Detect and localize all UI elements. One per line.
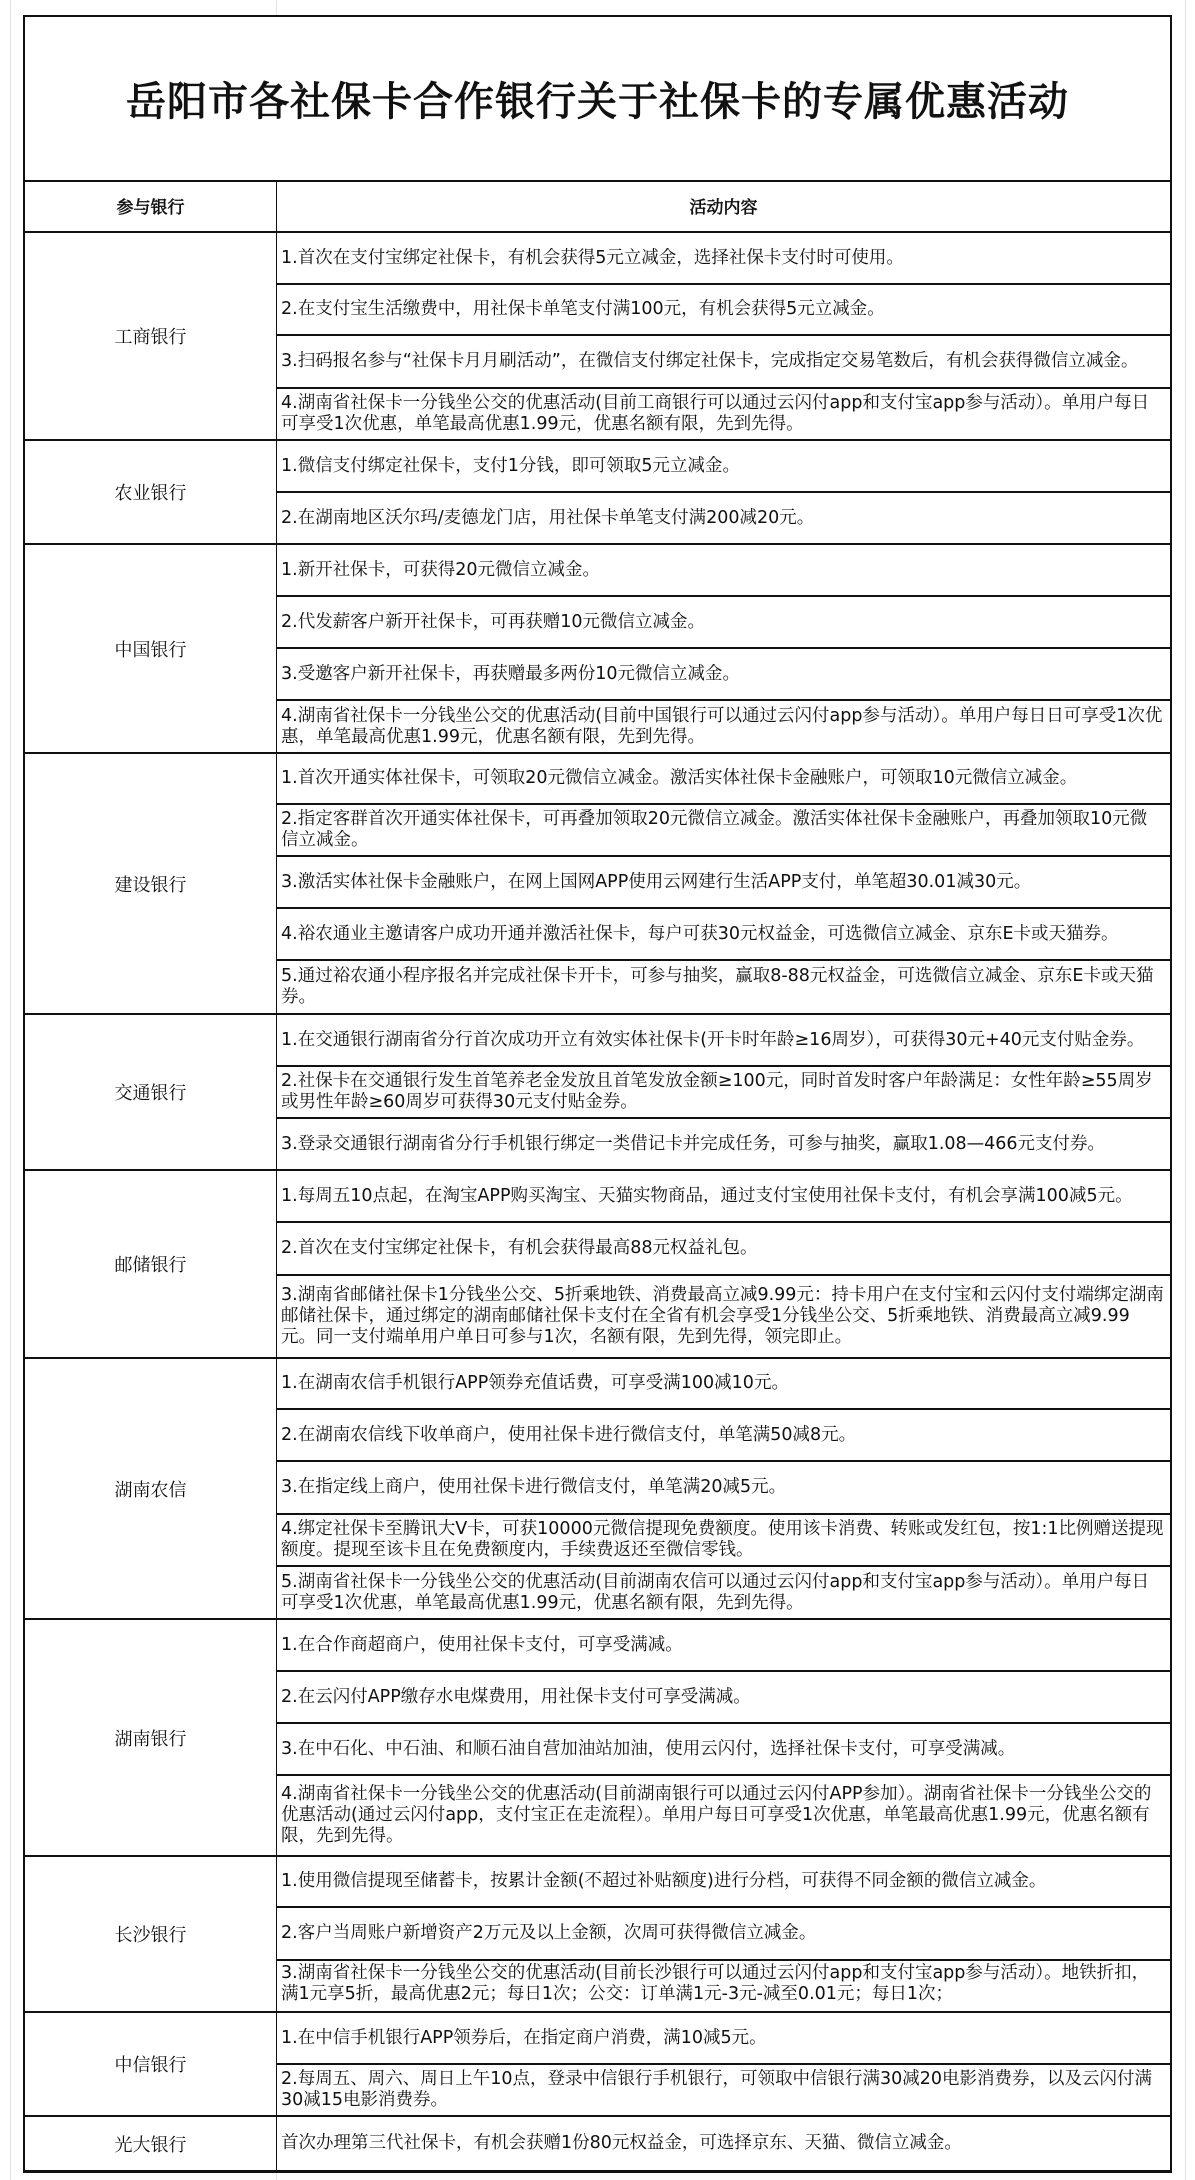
activity-text: 1.在湖南农信手机银行APP领券充值话费，可享受满100减10元。 [281, 1373, 789, 1393]
activity-cell [277, 1462, 1170, 1515]
activity-cell [277, 1857, 1170, 1908]
activity-text: 4.湖南省社保卡一分钱坐公交的优惠活动(目前中国银行可以通过云闪付app参与活动）。单用户每日日可享受1次优惠，单笔最高优惠1.99元，优惠名额有限，先到先得。 [281, 705, 1163, 747]
activity-text: 2.社保卡在交通银行发生首笔养老金发放且首笔发放金额≥100元，同时首发时客户年龄满足：女性年龄≥55周岁或男性年龄≥60周岁可获得30元支付贴金券。 [281, 1071, 1153, 1112]
activity-text: 2.在支付宝生活缴费中，用社保卡单笔支付满100元，有机会获得5元立减金。 [281, 299, 885, 319]
activity-text: 首次办理第三代社保卡，有机会获赠1份80元权益金，可选择京东、天猫、微信立减金。 [281, 2133, 962, 2153]
activity-text: 1.新开社保卡，可获得20元微信立减金。 [281, 559, 600, 580]
activity-cell [277, 493, 1170, 545]
activity-text: 1.首次开通实体社保卡，可领取20元微信立减金。激活实体社保卡金融账户，可领取10元微信立减金。 [281, 768, 1078, 788]
activity-text: 1.微信支付绑定社保卡，支付1分钱，即可领取5元立减金。 [281, 455, 740, 476]
activity-cell [277, 805, 1170, 857]
table-title: 岳阳市各社保卡合作银行关于社保卡的专属优惠活动 [25, 17, 1170, 182]
activity-text: 5.湖南省社保卡一分钱坐公交的优惠活动(目前湖南农信可以通过云闪付app和支付宝app参与活动）。单用户每日可享受1次优惠，单笔最高优惠1.99元，优惠名额有限，先到先得。 [281, 1571, 1150, 1613]
activity-text: 3.湖南省社保卡一分钱坐公交的优惠活动(目前长沙银行可以通过云闪付app和支付宝app参与活动）。地铁折扣，满1元享5折，最高优惠2元；每日1次；公交：订单满1元-3元-减至0.01元；每日1次； [281, 1963, 1150, 2004]
activity-cell [277, 1119, 1170, 1171]
activity-text: 1.每周五10点起，在淘宝APP购买淘宝、天猫实物商品，通过支付宝使用社保卡支付，有机会享满100减5元。 [281, 1185, 1133, 1206]
bank-name-cell: 农业银行 [25, 441, 277, 545]
activity-cell [277, 441, 1170, 493]
activity-cell [277, 285, 1170, 336]
activity-cell [277, 1567, 1170, 1620]
bank-name-cell: 光大银行 [25, 2117, 277, 2172]
activity-cell [277, 1961, 1170, 2013]
bank-name-cell: 邮储银行 [25, 1171, 277, 1359]
gridline [1185, 0, 1186, 2180]
activity-text: 1.使用微信提现至储蓄卡，按累计金额(不超过补贴额度)进行分档，可获得不同金额的微信立减金。 [281, 1871, 1047, 1891]
activity-cell [277, 1015, 1170, 1067]
activity-text: 1.在中信手机银行APP领券后，在指定商户消费，满10减5元。 [281, 2027, 767, 2048]
activity-text: 3.在中石化、中石油、和顺石油自营加油站加油，使用云闪付，选择社保卡支付，可享受满减。 [281, 1738, 1016, 1759]
activity-text: 2.代发薪客户新开社保卡，可再获赠10元微信立减金。 [281, 611, 705, 632]
activity-text: 4.裕农通业主邀请客户成功开通并激活社保卡，每户可获30元权益金，可选微信立减金、京东E卡或天猫券。 [281, 923, 1119, 944]
activity-text: 2.每周五、周六、周日上午10点，登录中信银行手机银行，可领取中信银行满30减20电影消费券，以及云闪付满30减15电影消费券。 [281, 2069, 1152, 2110]
activity-cell [277, 1171, 1170, 1223]
activity-text: 1.在合作商超商户，使用社保卡支付，可享受满减。 [281, 1634, 683, 1655]
activity-cell [277, 1276, 1170, 1359]
activity-text: 2.指定客群首次开通实体社保卡，可再叠加领取20元微信立减金。激活实体社保卡金融账户，再叠加领取10元微信立减金。 [281, 809, 1148, 850]
activity-cell [277, 1620, 1170, 1672]
column-header-activity: 活动内容 [277, 180, 1170, 233]
activity-cell [277, 2013, 1170, 2065]
column-header-bank: 参与银行 [25, 180, 277, 233]
activity-text: 4.湖南省社保卡一分钱坐公交的优惠活动(目前工商银行可以通过云闪付app和支付宝app参与活动）。单用户每日可享受1次优惠，单笔最高优惠1.99元，优惠名额有限，先到先得。 [281, 393, 1150, 434]
activity-cell [277, 1776, 1170, 1857]
activity-cell [277, 1067, 1170, 1119]
gridline [10, 0, 11, 2180]
activity-text: 3.激活实体社保卡金融账户，在网上国网APP使用云网建行生活APP支付，单笔超30.01减30元。 [281, 871, 1032, 892]
bank-name-cell: 湖南银行 [25, 1620, 277, 1857]
activity-cell [277, 1724, 1170, 1776]
activity-cell [277, 1672, 1170, 1724]
activity-cell [277, 857, 1170, 909]
activity-text: 3.受邀客户新开社保卡，再获赠最多两份10元微信立减金。 [281, 663, 740, 684]
activity-cell [277, 649, 1170, 701]
activity-cell [277, 701, 1170, 754]
activity-text: 2.客户当周账户新增资产2万元及以上金额，次周可获得微信立减金。 [281, 1923, 817, 1943]
activity-text: 3.在指定线上商户，使用社保卡进行微信支付，单笔满20减5元。 [281, 1477, 787, 1497]
bank-name-cell: 中国银行 [25, 545, 277, 754]
activity-cell [277, 597, 1170, 649]
bank-name-cell: 建设银行 [25, 754, 277, 1015]
activity-text: 2.首次在支付宝绑定社保卡，有机会获得最高88元权益礼包。 [281, 1238, 758, 1258]
activity-cell [277, 1410, 1170, 1462]
bank-name-cell: 长沙银行 [25, 1857, 277, 2013]
activity-cell [277, 909, 1170, 961]
activity-cell [277, 1515, 1170, 1567]
activity-cell [277, 1359, 1170, 1410]
activity-cell [277, 2117, 1170, 2172]
activity-cell [277, 1223, 1170, 1276]
activity-text: 3.湖南省邮储社保卡1分钱坐公交、5折乘地铁、消费最高立减9.99元：持卡用户在支付宝和云闪付支付端绑定湖南邮储社保卡，通过绑定的湖南邮储社保卡支付在全省有机会享受1分钱坐公交、5折乘地铁、消费最高立减9.99元。同一支付端单用户单日可参与1次，名额有限，先到先得，领完即止。 [281, 1285, 1164, 1347]
activity-cell [277, 1908, 1170, 1961]
bank-name-cell: 湖南农信 [25, 1359, 277, 1620]
bank-name-cell: 工商银行 [25, 233, 277, 441]
activity-cell [277, 545, 1170, 597]
activity-cell [277, 336, 1170, 389]
activity-text: 1.在交通银行湖南省分行首次成功开立有效实体社保卡(开卡时年龄≥16周岁），可获得30元+40元支付贴金券。 [281, 1029, 1145, 1050]
activity-text: 3.登录交通银行湖南省分行手机银行绑定一类借记卡并完成任务，可参与抽奖，赢取1.08—466元支付券。 [281, 1133, 1106, 1154]
activity-text: 2.在湖南地区沃尔玛/麦德龙门店，用社保卡单笔支付满200减20元。 [281, 507, 815, 528]
activity-text: 3.扫码报名参与“社保卡月月刷活动”，在微信支付绑定社保卡，完成指定交易笔数后，有机会获得微信立减金。 [281, 351, 1139, 371]
activity-cell [277, 389, 1170, 441]
bank-name-cell: 交通银行 [25, 1015, 277, 1171]
bank-name-cell: 中信银行 [25, 2013, 277, 2117]
promotion-table [23, 15, 1172, 2173]
activity-text: 2.在云闪付APP缴存水电煤费用，用社保卡支付可享受满减。 [281, 1686, 751, 1707]
activity-cell [277, 233, 1170, 285]
activity-text: 1.首次在支付宝绑定社保卡，有机会获得5元立减金，选择社保卡支付时可使用。 [281, 247, 904, 268]
activity-cell [277, 2065, 1170, 2117]
activity-cell [277, 754, 1170, 805]
activity-text: 4.湖南省社保卡一分钱坐公交的优惠活动(目前湖南银行可以通过云闪付APP参加）。湖南省社保卡一分钱坐公交的优惠活动(通过云闪付app，支付宝正在走流程）。单用户每日可享受1次优惠，单笔最高优惠1.99元，优惠名额有限，先到先得。 [281, 1784, 1152, 1846]
activity-text: 4.绑定社保卡至腾讯大V卡，可获10000元微信提现免费额度。使用该卡消费、转账或发红包，按1:1比例赠送提现额度。提现至该卡且在免费额度内，手续费返还至微信零钱。 [281, 1519, 1164, 1560]
activity-text: 2.在湖南农信线下收单商户，使用社保卡进行微信支付，单笔满50减8元。 [281, 1424, 857, 1445]
activity-text: 5.通过裕农通小程序报名并完成社保卡开卡，可参与抽奖，赢取8-88元权益金，可选微信立减金、京东E卡或天猫券。 [281, 966, 1154, 1007]
activity-cell [277, 961, 1170, 1015]
